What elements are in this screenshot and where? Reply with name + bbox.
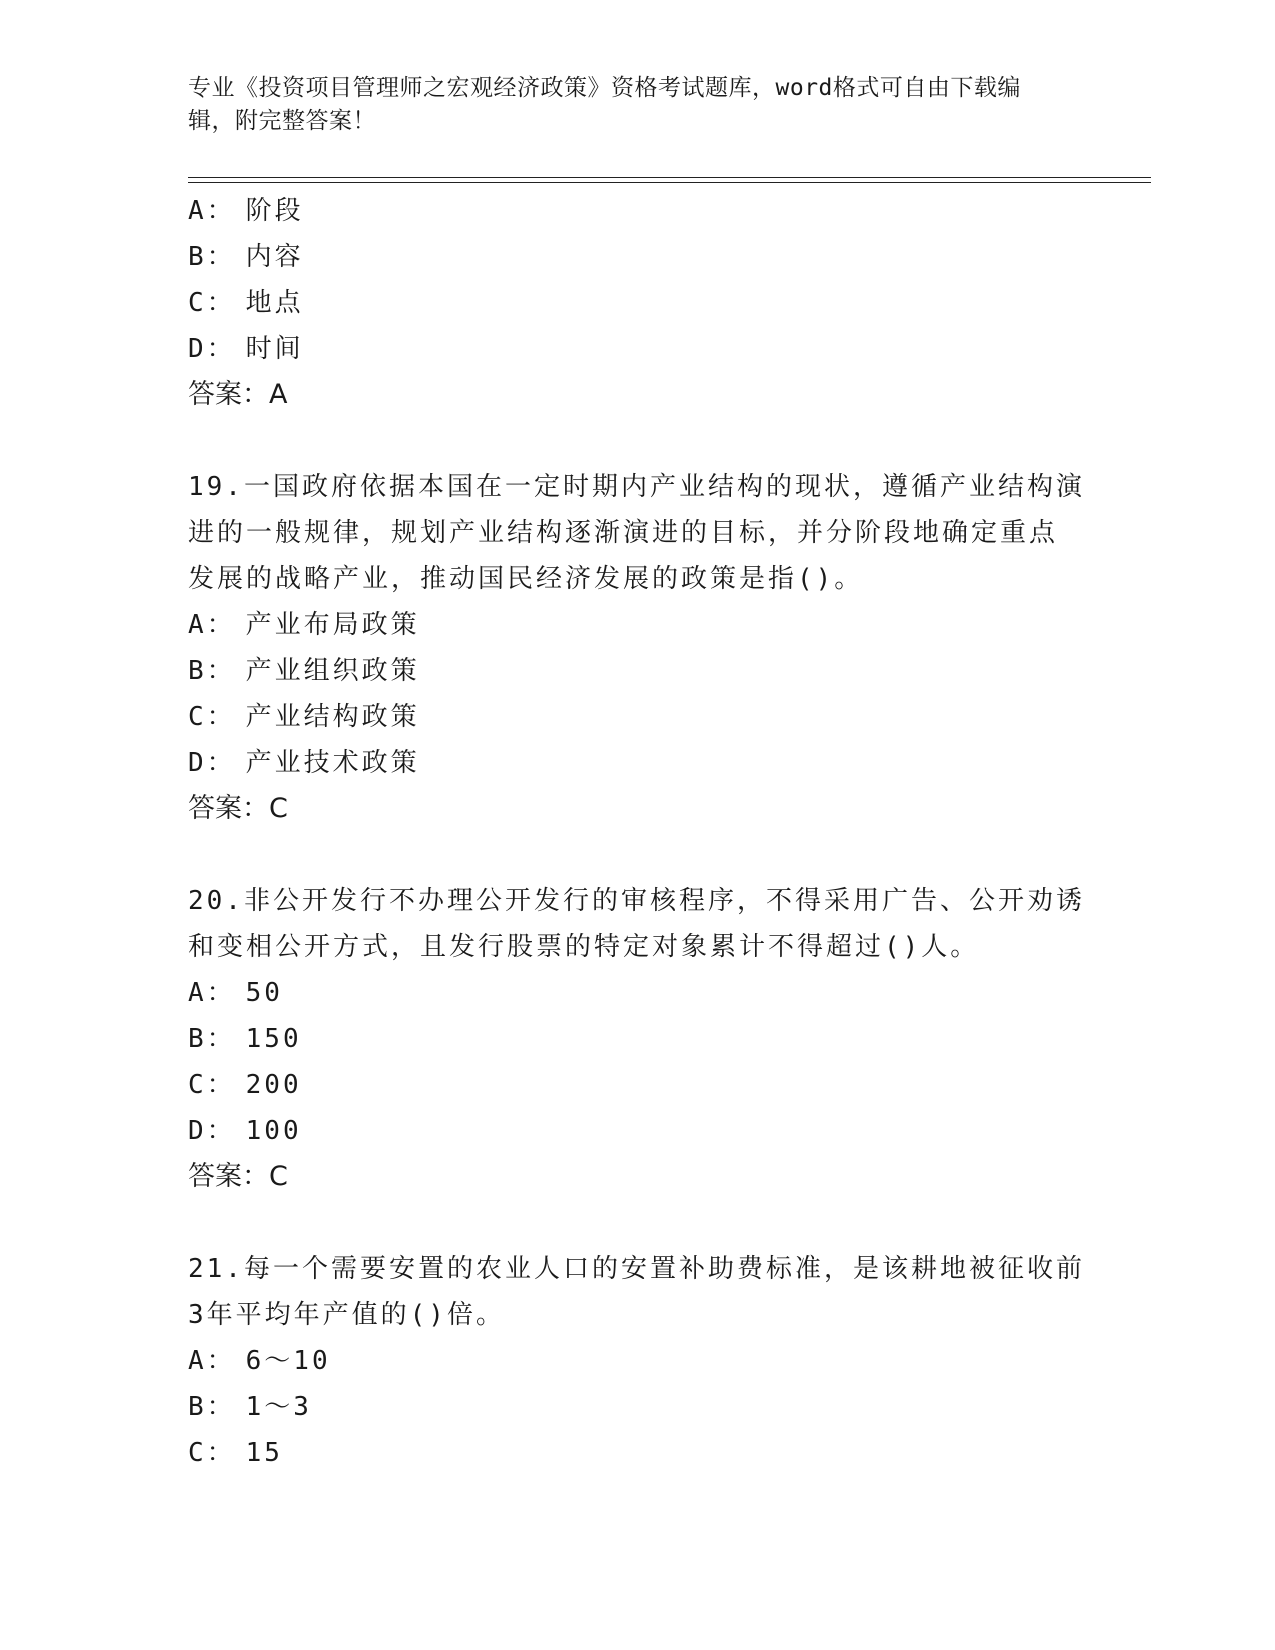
option-key: A： [188, 610, 236, 640]
option-key: D： [188, 1116, 236, 1146]
option-a [188, 188, 1088, 234]
option-text: 阶段 [245, 196, 304, 226]
option-d [188, 326, 1088, 372]
option-key: B： [188, 242, 236, 272]
document-header [188, 72, 1078, 138]
question-text-line: 3年平均年产值的()倍。 [188, 1300, 505, 1330]
option-text: 15 [245, 1438, 283, 1468]
answer-line: 答案：A [188, 379, 288, 410]
spacer [188, 1200, 1088, 1246]
question-list [188, 188, 1088, 1476]
question-block-20 [188, 878, 1088, 1200]
option-c [188, 1430, 1088, 1476]
option-text: 内容 [245, 242, 304, 272]
option-text: 产业布局政策 [245, 610, 420, 640]
option-text: 时间 [245, 334, 304, 364]
question-text-line: 21.每一个需要安置的农业人口的安置补助费标准，是该耕地被征收前 [188, 1254, 1085, 1284]
option-c [188, 1062, 1088, 1108]
question-text-line: 19.一国政府依据本国在一定时期内产业结构的现状，遵循产业结构演 [188, 472, 1085, 502]
option-b [188, 1016, 1088, 1062]
question-block-19 [188, 464, 1088, 832]
header-line-2: 辑，附完整答案！ [188, 108, 376, 134]
spacer [188, 832, 1088, 878]
option-key: D： [188, 334, 236, 364]
option-a [188, 602, 1088, 648]
option-key: D： [188, 748, 236, 778]
option-d [188, 1108, 1088, 1154]
question-block-21 [188, 1246, 1088, 1476]
option-key: C： [188, 1438, 236, 1468]
option-a [188, 970, 1088, 1016]
option-text: 1～3 [245, 1392, 312, 1422]
option-key: B： [188, 656, 236, 686]
question-text-line: 进的一般规律，规划产业结构逐渐演进的目标，并分阶段地确定重点 [188, 518, 1059, 548]
option-text: 200 [245, 1070, 302, 1100]
option-key: A： [188, 978, 236, 1008]
question-text-line: 和变相公开方式，且发行股票的特定对象累计不得超过()人。 [188, 932, 980, 962]
option-key: C： [188, 1070, 236, 1100]
option-text: 产业组织政策 [245, 656, 420, 686]
option-key: A： [188, 196, 236, 226]
question-text-line: 发展的战略产业，推动国民经济发展的政策是指()。 [188, 564, 864, 594]
header-divider-top [188, 177, 1151, 178]
option-key: C： [188, 702, 236, 732]
option-d [188, 740, 1088, 786]
answer-line: 答案：C [188, 1161, 288, 1192]
option-text: 产业结构政策 [245, 702, 420, 732]
spacer [188, 418, 1088, 464]
option-b [188, 648, 1088, 694]
option-text: 产业技术政策 [245, 748, 420, 778]
option-b [188, 234, 1088, 280]
option-text: 50 [245, 978, 283, 1008]
option-key: B： [188, 1024, 236, 1054]
option-key: B： [188, 1392, 236, 1422]
option-text: 100 [245, 1116, 302, 1146]
option-c [188, 280, 1088, 326]
question-text-line: 20.非公开发行不办理公开发行的审核程序，不得采用广告、公开劝诱 [188, 886, 1085, 916]
option-text: 6～10 [245, 1346, 331, 1376]
question-block-18 [188, 188, 1088, 418]
option-c [188, 694, 1088, 740]
option-text: 150 [245, 1024, 302, 1054]
option-b [188, 1384, 1088, 1430]
option-a [188, 1338, 1088, 1384]
header-divider-bottom [188, 182, 1151, 183]
answer-line: 答案：C [188, 793, 288, 824]
header-line-1: 专业《投资项目管理师之宏观经济政策》资格考试题库，word格式可自由下载编 [188, 75, 1021, 101]
option-key: A： [188, 1346, 236, 1376]
option-text: 地点 [245, 288, 304, 318]
option-key: C： [188, 288, 236, 318]
